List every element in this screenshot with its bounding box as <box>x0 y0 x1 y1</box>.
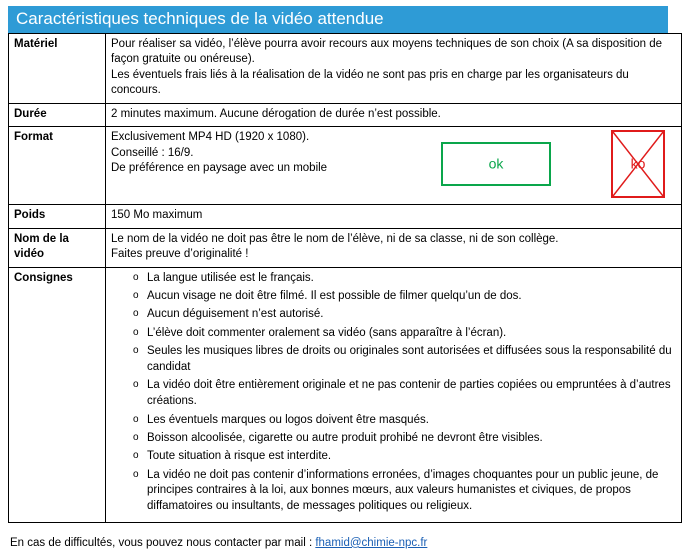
row-value-duree <box>106 103 682 127</box>
list-item: o Seules les musiques libres de droits ou originales sont autorisées et diffusées sous la responsabilité du candidat <box>133 344 676 376</box>
landscape-ok-illustration <box>441 142 551 186</box>
list-item: o L’élève doit commenter oralement sa vidéo (sans apparaître à l’écran). <box>133 326 676 342</box>
ko-label: ko <box>630 155 646 172</box>
row-value-poids <box>106 205 682 229</box>
page-title: Caractéristiques techniques de la vidéo attendue <box>8 6 668 33</box>
row-value-materiel <box>106 33 682 103</box>
table-row-duree <box>9 103 682 127</box>
nom-line-2: Faites preuve d’originalité ! <box>111 248 249 261</box>
row-label-duree: Durée <box>9 103 106 127</box>
row-label-consignes: Consignes <box>9 267 106 522</box>
footer-text: En cas de difficultés, vous pouvez nous contacter par mail : <box>10 536 316 549</box>
consignes-list <box>111 271 676 516</box>
portrait-ko-illustration <box>611 130 665 198</box>
footer-contact <box>8 537 682 549</box>
row-label-materiel: Matériel <box>9 33 106 103</box>
materiel-line-1: Pour réaliser sa vidéo, l’élève pourra avoir recours aux moyens techniques de son choix (A sa disposition de façon gratuite ou onéreuse). <box>111 37 663 66</box>
list-item: o La vidéo doit être entièrement originale et ne pas contenir de parties copiées ou empruntées à d’autres créations. <box>133 378 676 410</box>
format-line-1: Exclusivement MP4 HD (1920 x 1080). <box>111 131 310 144</box>
list-item: o Les éventuels marques ou logos doivent être masqués. <box>133 413 676 429</box>
table-row-poids <box>9 205 682 229</box>
row-label-format: Format <box>9 127 106 205</box>
format-text-block <box>111 130 441 177</box>
table-row-materiel <box>9 33 682 103</box>
row-label-poids: Poids <box>9 205 106 229</box>
poids-line-1: 150 Mo maximum <box>111 209 203 222</box>
contact-email-link[interactable]: fhamid@chimie-npc.fr <box>315 536 428 549</box>
row-value-consignes <box>106 267 682 522</box>
row-label-nom-video: Nom de la vidéo <box>9 228 106 267</box>
table-row-nom-video <box>9 228 682 267</box>
ok-label: ok <box>488 155 504 172</box>
duree-line-1: 2 minutes maximum. Aucune dérogation de durée n’est possible. <box>111 107 441 120</box>
row-value-nom-video <box>106 228 682 267</box>
list-item: o La vidéo ne doit pas contenir d’informations erronées, d’images choquantes pour un public jeune, de principes contraires à la loi, aux bonnes mœurs, aux valeurs humanistes et civiques, de propos diffamatoires ou insultants, de messages politiques ou religieux. <box>133 468 676 516</box>
row-value-format <box>106 127 682 205</box>
specifications-table <box>8 33 682 523</box>
format-line-3: De préférence en paysage avec un mobile <box>111 162 328 175</box>
table-row-consignes <box>9 267 682 522</box>
format-line-2: Conseillé : 16/9. <box>111 146 194 159</box>
list-item: o Aucun déguisement n’est autorisé. <box>133 307 676 323</box>
materiel-line-2: Les éventuels frais liés à la réalisation de la vidéo ne sont pas pris en charge par les organisateurs du concours. <box>111 68 629 97</box>
list-item: o Boisson alcoolisée, cigarette ou autre produit prohibé ne devront être visibles. <box>133 431 676 447</box>
table-row-format <box>9 127 682 205</box>
list-item: o Aucun visage ne doit être filmé. Il est possible de filmer quelqu’un de dos. <box>133 289 676 305</box>
list-item: o Toute situation à risque est interdite. <box>133 449 676 465</box>
list-item: o La langue utilisée est le français. <box>133 271 676 287</box>
nom-line-1: Le nom de la vidéo ne doit pas être le nom de l’élève, ni de sa classe, ni de son collège. <box>111 232 559 245</box>
